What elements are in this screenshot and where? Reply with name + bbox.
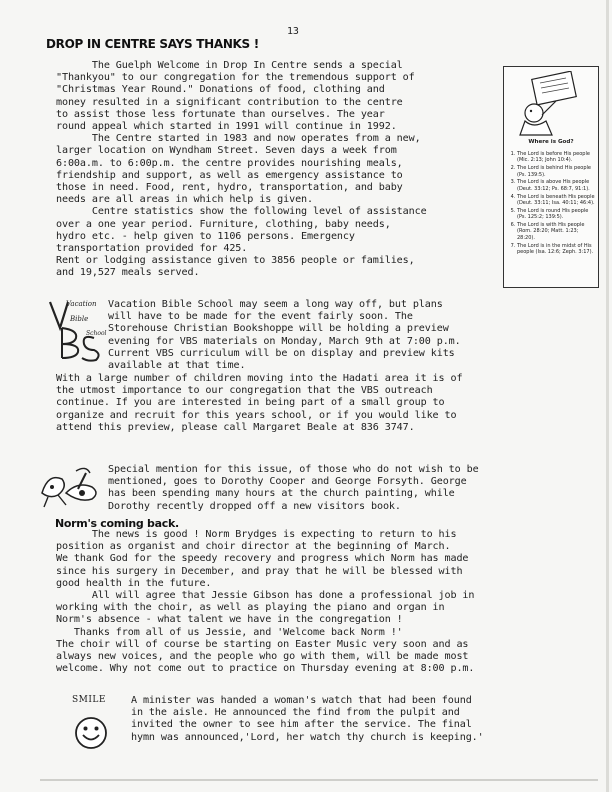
- article-line: invited the owner to see him after the service. The final: [131, 719, 472, 731]
- smiley-face-icon: [74, 716, 108, 750]
- article-line: those in need. Food, rent, hydro, transportation, and baby: [56, 182, 403, 194]
- article-line: friendship and support, as well as emergency assistance to: [56, 169, 403, 181]
- article-line: transportation provided for 425.: [56, 243, 248, 255]
- norm-article: [56, 529, 474, 675]
- article-line: Dorothy recently dropped off a new visitors book.: [108, 500, 401, 512]
- article-line: Vacation Bible School may seem a long way off, but plans: [108, 299, 443, 310]
- article-line: Storehouse Christian Bookshoppe will be holding a preview: [108, 323, 449, 335]
- article-line: working with the choir, as well as playing the piano and organ in: [56, 602, 445, 614]
- painter-icon: [36, 463, 106, 509]
- article-line: continue. If you are interested in being part of a small group to: [56, 397, 445, 409]
- special-mention-article: [108, 464, 479, 513]
- list-item: 2. The Lord is behind His people (Ps. 139:5).: [517, 165, 597, 178]
- list-item: 4. The Lord is beneath His people (Deut. 33:11; Isa. 40:11; 46:4).: [517, 194, 597, 207]
- article-line: With a large number of children moving into the Hadati area it is of: [56, 373, 463, 384]
- article-line: hydro etc. - help given to 1106 persons. Emergency: [56, 230, 355, 242]
- article-line: mentioned, goes to Dorothy Cooper and George Forsyth. George: [108, 476, 467, 488]
- article-line: Current VBS curriculum will be on display and preview kits: [108, 347, 455, 359]
- vbs-logo-word: School: [86, 330, 107, 337]
- article-line: The Centre started in 1983 and now operates from a new,: [56, 133, 421, 145]
- where-is-god-sidebar: [503, 66, 599, 288]
- smile-joke: [131, 695, 484, 744]
- article-line: and 19,527 meals served.: [56, 267, 200, 279]
- vbs-article-top: [108, 299, 461, 372]
- article-line: The choir will of course be starting on Easter Music very soon and as: [56, 638, 469, 650]
- article-line: over a one year period. Furniture, clothing, baby needs,: [56, 218, 391, 230]
- article-line: always new voices, and the people who go with them, will be made most: [56, 651, 469, 663]
- article-line: larger location on Wyndham Street. Seven days a week from: [56, 145, 397, 157]
- list-item: 1. The Lord is before His people (Mic. 2:13; John 10:4).: [517, 151, 597, 164]
- article-line: Thanks from all of us Jessie, and 'Welcome back Norm !': [56, 626, 403, 638]
- list-item: 5. The Lord is round His people (Ps. 125:2; 139:5).: [517, 208, 597, 221]
- vbs-logo-word: Vacation: [66, 300, 97, 308]
- list-item: 3. The Lord is above His people (Deut. 33:12; Ps. 68:7, 91:1).: [517, 179, 597, 192]
- sidebar-list: [508, 151, 597, 257]
- article-line: needs are all areas in which help is given.: [56, 194, 314, 206]
- drop-in-article: [56, 60, 496, 280]
- vbs-logo-word: Bible: [70, 315, 89, 323]
- vbs-article-bottom: [56, 373, 462, 434]
- article-line: welcome. Why not come out to practice on Thursday evening at 8:00 p.m.: [56, 663, 475, 675]
- article-line: money resulted in a significant contribution to the centre: [56, 96, 403, 108]
- article-line: We thank God for the speedy recovery and progress which Norm has made: [56, 553, 469, 565]
- sidebar-caption: Where is God?: [528, 139, 574, 145]
- article-line: position as organist and choir director at the beginning of March.: [56, 541, 451, 553]
- smile-label: SMILE: [72, 695, 106, 705]
- article-line: will have to be made for the event fairly soon. The: [108, 311, 413, 323]
- article-line: to assist those less fortunate than ourselves. The year: [56, 108, 385, 120]
- article-line: evening for VBS materials on Monday, March 9th at 7:00 p.m.: [108, 335, 461, 347]
- article-line: available at that time.: [108, 360, 246, 372]
- drop-in-title: DROP IN CENTRE SAYS THANKS !: [46, 37, 259, 51]
- article-line: Special mention for this issue, of those who do not wish to be: [108, 464, 479, 475]
- article-line: round appeal which started in 1991 will continue in 1992.: [56, 121, 397, 133]
- article-line: "Christmas Year Round." Donations of food, clothing and: [56, 84, 385, 96]
- article-line: in the aisle. He announced the find from the pulpit and: [131, 707, 460, 719]
- list-item: 7. The Lord is in the midst of His people (Isa. 12:6; Zeph. 3:17).: [517, 243, 597, 256]
- list-item: 6. The Lord is with His people (Rom. 28:20; Matt. 1:23; 28:20).: [517, 222, 597, 241]
- paint-brush-icon: [36, 463, 106, 509]
- article-line: The Guelph Welcome in Drop In Centre sends a special: [56, 60, 403, 71]
- person-reading-icon: [512, 71, 592, 137]
- article-line: has been spending many hours at the church painting, while: [108, 488, 455, 500]
- article-line: "Thankyou" to our congregation for the tremendous support of: [56, 72, 415, 84]
- article-line: 6:00a.m. to 6:00p.m. the centre provides nourishing meals,: [56, 157, 403, 169]
- article-line: Rent or lodging assistance given to 3856 people or families,: [56, 255, 415, 267]
- article-line: All will agree that Jessie Gibson has done a professional job in: [56, 590, 475, 602]
- article-line: since his surgery in December, and pray that he will be blessed with: [56, 565, 463, 577]
- article-line: The news is good ! Norm Brydges is expecting to return to his: [56, 529, 457, 540]
- article-line: attend this preview, please call Margaret Beale at 836 3747.: [56, 421, 415, 433]
- page-edge-shadow: [606, 0, 609, 792]
- page-bottom-edge: [40, 779, 598, 781]
- article-line: good health in the future.: [56, 577, 212, 589]
- page-number: 13: [287, 26, 299, 37]
- article-line: the utmost importance to our congregation that the VBS outreach: [56, 385, 433, 397]
- norm-title: Norm's coming back.: [55, 517, 179, 530]
- article-line: organize and recruit for this years school, or if you would like to: [56, 409, 457, 421]
- vbs-logo: [46, 298, 106, 362]
- article-line: Norm's absence - what talent we have in the congregation !: [56, 614, 403, 626]
- article-line: Centre statistics show the following level of assistance: [56, 206, 427, 218]
- article-line: hymn was announced,'Lord, her watch thy church is keeping.': [131, 731, 484, 743]
- article-line: A minister was handed a woman's watch that had been found: [131, 695, 472, 706]
